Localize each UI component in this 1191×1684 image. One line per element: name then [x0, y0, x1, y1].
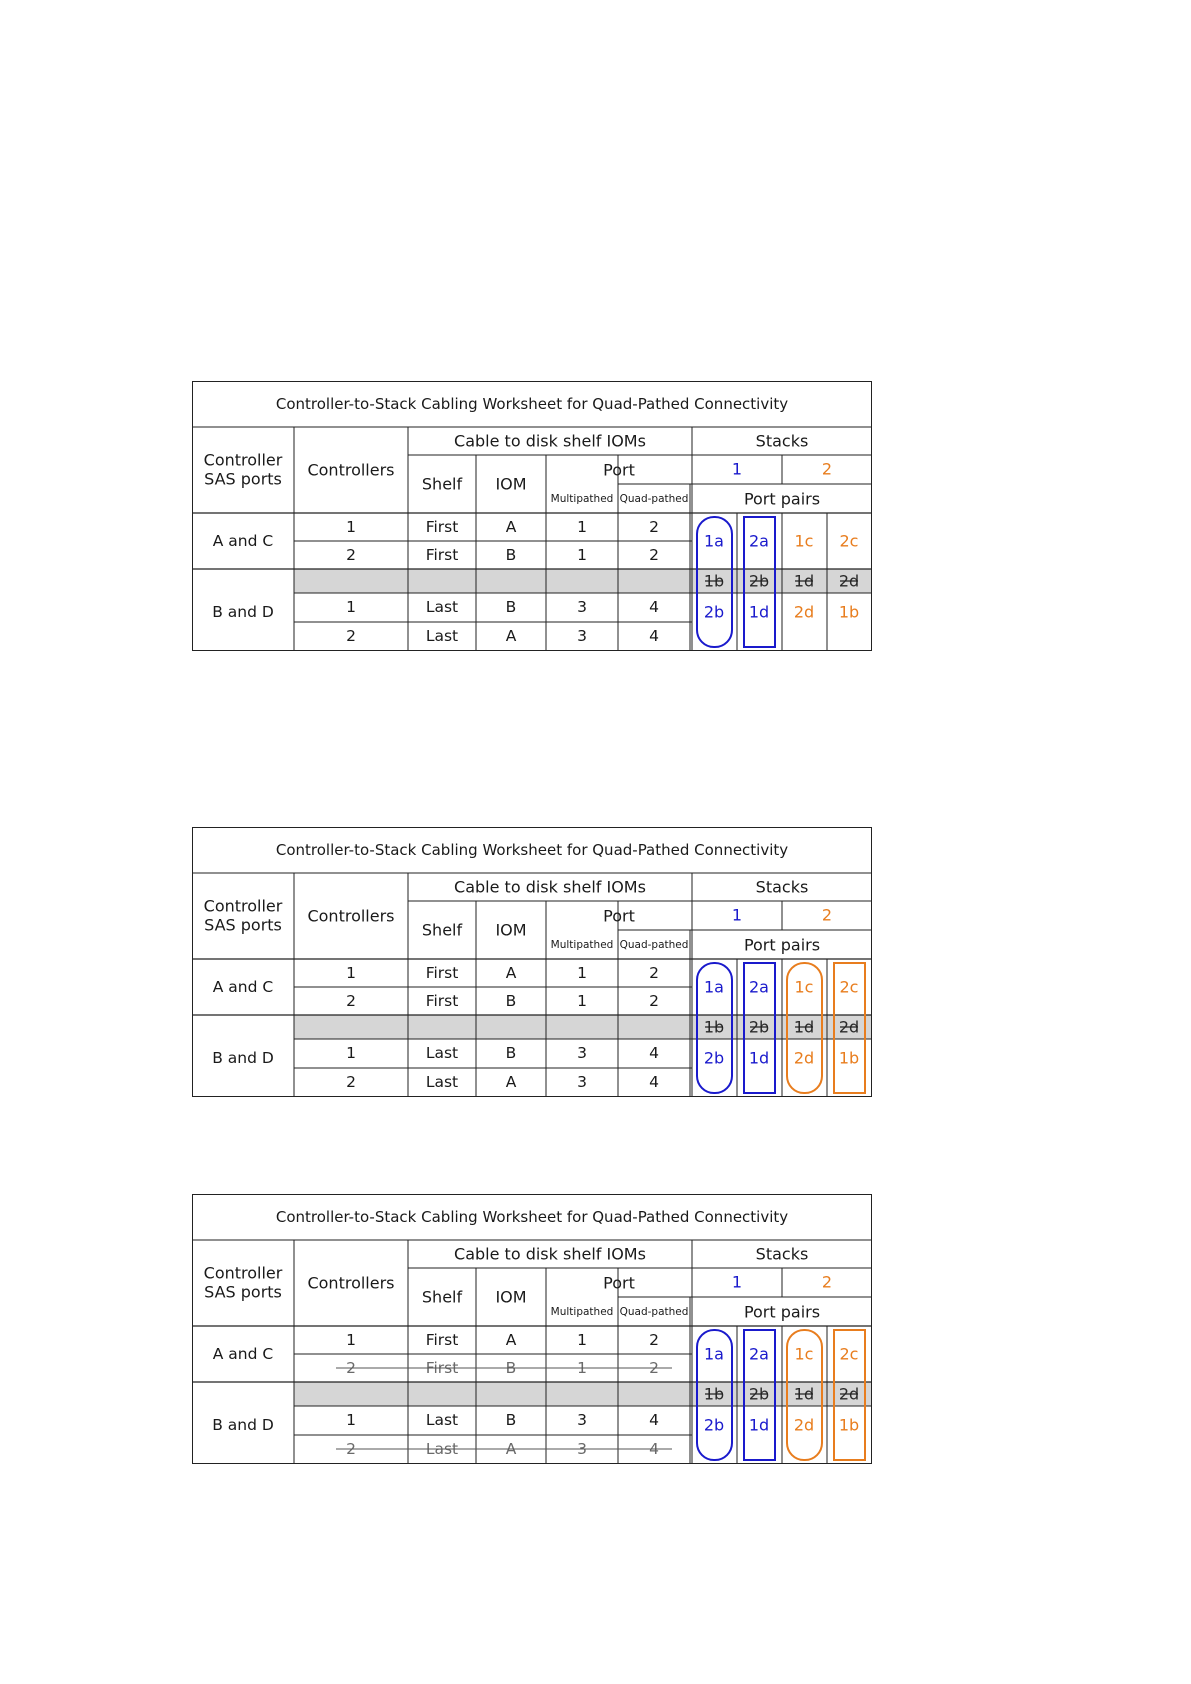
header-port: Port	[603, 460, 635, 480]
cell-quadpathed: 4	[649, 1073, 659, 1091]
cabling-worksheet-3	[192, 1194, 872, 1468]
worksheet-svg	[192, 381, 872, 655]
cell-iom: A	[505, 518, 517, 536]
group-a-and-c: A and C	[212, 532, 274, 550]
header-cable-to-iom: Cable to disk shelf IOMs	[454, 877, 646, 897]
port-pair-disabled: 1d	[793, 1384, 815, 1404]
cell-shelf: First	[425, 518, 459, 536]
port-pair-bottom: 1d	[748, 602, 770, 622]
cell-quadpathed: 4	[649, 1440, 659, 1458]
cell-multipathed: 1	[577, 546, 587, 564]
cell-iom: B	[505, 598, 517, 616]
header-shelf: Shelf	[421, 920, 463, 940]
port-pair-bottom: 2d	[793, 1048, 815, 1068]
cell-quadpathed: 2	[649, 964, 659, 982]
header-port-pairs: Port pairs	[743, 489, 821, 509]
cell-iom: A	[505, 1331, 517, 1349]
header-stacks: Stacks	[755, 1244, 809, 1264]
stack-1-label: 1	[731, 1272, 743, 1292]
port-pair-top: 1c	[794, 1344, 814, 1364]
header-quadpathed: Quad-pathed	[619, 1306, 689, 1318]
cell-controller: 1	[346, 1331, 356, 1349]
group-b-and-d: B and D	[212, 1416, 274, 1434]
header-controller: Controller	[203, 896, 283, 916]
stack-2-label: 2	[821, 905, 833, 925]
header-stacks: Stacks	[755, 431, 809, 451]
cell-controller: 2	[346, 992, 356, 1010]
header-sas-ports: SAS ports	[204, 1282, 282, 1302]
header-port-pairs: Port pairs	[743, 935, 821, 955]
header-controller: Controller	[203, 450, 283, 470]
cell-iom: B	[505, 992, 517, 1010]
header-iom: IOM	[495, 474, 527, 494]
cell-controller: 2	[346, 1073, 356, 1091]
cell-controller: 2	[346, 1359, 356, 1377]
port-pair-bottom: 1d	[748, 1048, 770, 1068]
cell-multipathed: 1	[577, 964, 587, 982]
port-pair-top: 2a	[749, 977, 769, 997]
header-iom: IOM	[495, 920, 527, 940]
cell-controller: 1	[346, 964, 356, 982]
port-pair-bottom: 1b	[838, 1048, 860, 1068]
header-quadpathed: Quad-pathed	[619, 493, 689, 505]
header-port-pairs: Port pairs	[743, 1302, 821, 1322]
group-b-and-d: B and D	[212, 603, 274, 621]
cell-quadpathed: 2	[649, 546, 659, 564]
cell-shelf: Last	[425, 627, 459, 645]
port-pair-bottom: 1b	[838, 1415, 860, 1435]
cell-multipathed: 1	[577, 992, 587, 1010]
cell-iom: B	[505, 1359, 517, 1377]
group-b-and-d: B and D	[212, 1049, 274, 1067]
cabling-worksheet-1	[192, 381, 872, 655]
cell-quadpathed: 2	[649, 1359, 659, 1377]
header-cable-to-iom: Cable to disk shelf IOMs	[454, 1244, 646, 1264]
header-shelf: Shelf	[421, 1287, 463, 1307]
port-pair-top: 1c	[794, 977, 814, 997]
header-quadpathed: Quad-pathed	[619, 939, 689, 951]
cell-multipathed: 1	[577, 1331, 587, 1349]
cell-multipathed: 3	[577, 1073, 587, 1091]
port-pair-bottom: 2d	[793, 1415, 815, 1435]
cell-shelf: First	[425, 964, 459, 982]
cell-quadpathed: 2	[649, 518, 659, 536]
port-pair-disabled: 2d	[838, 1384, 860, 1404]
port-pair-top: 2c	[839, 1344, 859, 1364]
header-iom: IOM	[495, 1287, 527, 1307]
cell-shelf: Last	[425, 598, 459, 616]
cell-controller: 2	[346, 627, 356, 645]
cell-multipathed: 3	[577, 1440, 587, 1458]
cell-quadpathed: 2	[649, 1331, 659, 1349]
port-pair-top: 2a	[749, 1344, 769, 1364]
cell-shelf: First	[425, 546, 459, 564]
header-cable-to-iom: Cable to disk shelf IOMs	[454, 431, 646, 451]
stack-1-label: 1	[731, 459, 743, 479]
header-stacks: Stacks	[755, 877, 809, 897]
worksheet-title: Controller-to-Stack Cabling Worksheet for Quad-Pathed Connectivity	[275, 395, 789, 413]
port-pair-bottom: 2d	[793, 602, 815, 622]
cell-controller: 1	[346, 1411, 356, 1429]
cell-multipathed: 1	[577, 518, 587, 536]
cell-controller: 2	[346, 1440, 356, 1458]
cell-controller: 2	[346, 546, 356, 564]
cell-shelf: First	[425, 1331, 459, 1349]
port-pair-disabled: 1b	[703, 1017, 725, 1037]
port-pair-disabled: 2b	[748, 1017, 770, 1037]
worksheet-svg	[192, 1194, 872, 1468]
cell-multipathed: 3	[577, 1411, 587, 1429]
cell-shelf: Last	[425, 1440, 459, 1458]
header-multipathed: Multipathed	[550, 1306, 614, 1318]
port-pair-bottom: 1b	[838, 602, 860, 622]
cell-multipathed: 3	[577, 627, 587, 645]
port-pair-top: 1a	[704, 977, 724, 997]
port-pair-disabled: 2d	[838, 1017, 860, 1037]
port-pair-disabled: 2b	[748, 571, 770, 591]
header-port: Port	[603, 906, 635, 926]
cell-iom: B	[505, 1411, 517, 1429]
port-pair-top: 2c	[839, 977, 859, 997]
port-pair-disabled: 1b	[703, 1384, 725, 1404]
worksheet-title: Controller-to-Stack Cabling Worksheet for Quad-Pathed Connectivity	[275, 1208, 789, 1226]
cell-iom: A	[505, 627, 517, 645]
cell-quadpathed: 4	[649, 627, 659, 645]
port-pair-bottom: 2b	[703, 602, 725, 622]
cell-iom: A	[505, 1073, 517, 1091]
header-controllers: Controllers	[307, 906, 395, 926]
port-pair-top: 1c	[794, 531, 814, 551]
cell-controller: 1	[346, 1044, 356, 1062]
cell-iom: A	[505, 964, 517, 982]
header-sas-ports: SAS ports	[204, 915, 282, 935]
cell-iom: B	[505, 546, 517, 564]
spacer-row	[294, 569, 872, 593]
port-pair-disabled: 2b	[748, 1384, 770, 1404]
header-multipathed: Multipathed	[550, 493, 614, 505]
cell-quadpathed: 2	[649, 992, 659, 1010]
header-controller: Controller	[203, 1263, 283, 1283]
spacer-row	[294, 1015, 872, 1039]
cell-controller: 1	[346, 518, 356, 536]
port-pair-disabled: 2d	[838, 571, 860, 591]
port-pair-bottom: 2b	[703, 1415, 725, 1435]
header-port: Port	[603, 1273, 635, 1293]
cell-shelf: Last	[425, 1044, 459, 1062]
cell-shelf: Last	[425, 1411, 459, 1429]
stack-1-label: 1	[731, 905, 743, 925]
worksheet-svg	[192, 827, 872, 1101]
port-pair-top: 1a	[704, 1344, 724, 1364]
cell-shelf: Last	[425, 1073, 459, 1091]
port-pair-bottom: 1d	[748, 1415, 770, 1435]
header-shelf: Shelf	[421, 474, 463, 494]
header-controllers: Controllers	[307, 460, 395, 480]
cell-shelf: First	[425, 992, 459, 1010]
header-multipathed: Multipathed	[550, 939, 614, 951]
cell-quadpathed: 4	[649, 1411, 659, 1429]
port-pair-top: 1a	[704, 531, 724, 551]
cell-quadpathed: 4	[649, 598, 659, 616]
port-pair-top: 2c	[839, 531, 859, 551]
port-pair-bottom: 2b	[703, 1048, 725, 1068]
port-pair-disabled: 1d	[793, 571, 815, 591]
port-pair-disabled: 1b	[703, 571, 725, 591]
group-a-and-c: A and C	[212, 1345, 274, 1363]
cell-iom: B	[505, 1044, 517, 1062]
cell-multipathed: 1	[577, 1359, 587, 1377]
stack-2-label: 2	[821, 1272, 833, 1292]
stack-2-label: 2	[821, 459, 833, 479]
spacer-row	[294, 1382, 872, 1406]
cell-shelf: First	[425, 1359, 459, 1377]
cell-controller: 1	[346, 598, 356, 616]
port-pair-disabled: 1d	[793, 1017, 815, 1037]
worksheet-title: Controller-to-Stack Cabling Worksheet for Quad-Pathed Connectivity	[275, 841, 789, 859]
header-controllers: Controllers	[307, 1273, 395, 1293]
cell-quadpathed: 4	[649, 1044, 659, 1062]
port-pair-top: 2a	[749, 531, 769, 551]
cell-multipathed: 3	[577, 1044, 587, 1062]
group-a-and-c: A and C	[212, 978, 274, 996]
cabling-worksheet-2	[192, 827, 872, 1101]
header-sas-ports: SAS ports	[204, 469, 282, 489]
cell-iom: A	[505, 1440, 517, 1458]
cell-multipathed: 3	[577, 598, 587, 616]
